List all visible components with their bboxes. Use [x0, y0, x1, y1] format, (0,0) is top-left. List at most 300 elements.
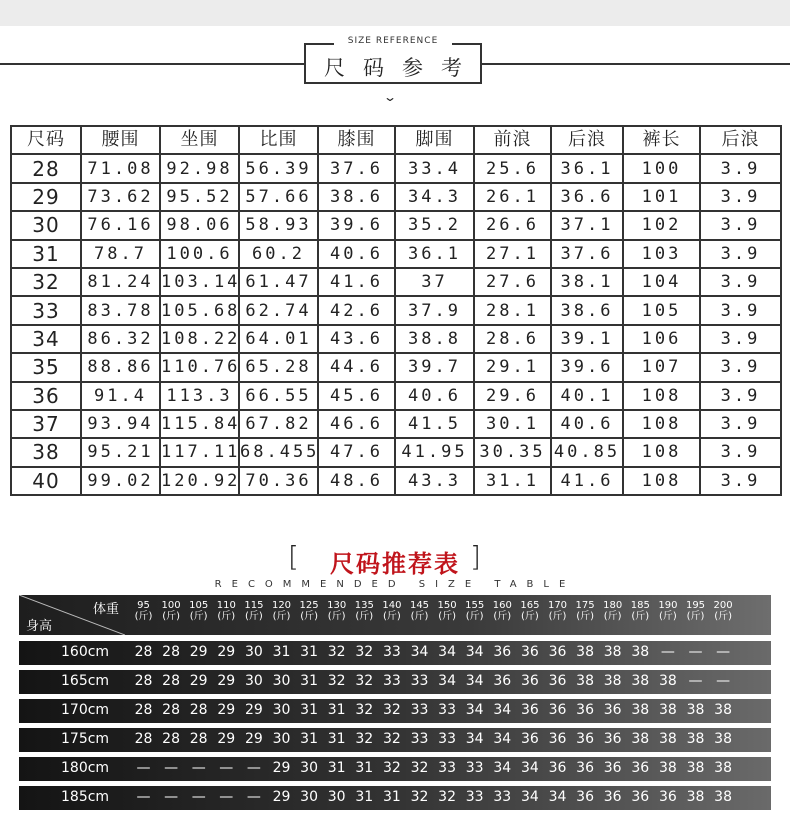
recommended-size-cell: 36 — [603, 731, 622, 747]
recommended-size-cell: 34 — [493, 731, 512, 747]
measurement-cell: 3.9 — [700, 296, 781, 324]
recommended-size-cell: — — [716, 644, 731, 660]
recommended-size-cell: 33 — [410, 731, 429, 747]
measurement-cell: 98.06 — [160, 211, 239, 239]
recommended-size-cell: 33 — [438, 731, 456, 747]
weight-column-header: 105 (斤) — [189, 600, 209, 622]
recommended-size-cell: 38 — [576, 644, 594, 660]
recommended-size-cell: 29 — [217, 644, 236, 660]
measurement-cell: 115.84 — [160, 410, 239, 438]
recommended-size-cell: 36 — [576, 731, 594, 747]
size-reference-table — [10, 125, 782, 496]
top-banner-strip — [0, 0, 790, 26]
measurement-cell: 100.6 — [160, 240, 239, 268]
recommended-size-cell: 36 — [576, 760, 594, 776]
measurement-cell: 25.6 — [474, 154, 551, 182]
recommended-size-cell: — — [164, 760, 179, 776]
measurement-cell: 106 — [623, 325, 700, 353]
measurement-cell: 108 — [623, 438, 700, 466]
measurement-cell: 3.9 — [700, 325, 781, 353]
recommended-size-cell: 32 — [355, 644, 374, 660]
recommended-size-cell: 29 — [244, 702, 263, 718]
measurement-cell: 47.6 — [318, 438, 395, 466]
measurement-cell: 37.6 — [318, 154, 395, 182]
recommended-size-cell: 28 — [162, 731, 180, 747]
measurement-cell: 113.3 — [160, 382, 239, 410]
measurement-cell: 3.9 — [700, 154, 781, 182]
measurement-cell: 108 — [623, 382, 700, 410]
measurement-cell: 42.6 — [318, 296, 395, 324]
measurement-cell: 3.9 — [700, 268, 781, 296]
size-table-row — [11, 467, 781, 495]
recommended-size-cell: 38 — [686, 760, 705, 776]
weight-column-header: 195 (斤) — [685, 600, 706, 622]
measurement-cell: 29.6 — [474, 382, 551, 410]
measurement-cell: 3.9 — [700, 438, 781, 466]
weight-column-header: 160 (斤) — [492, 600, 512, 622]
chevron-down-icon: ⌄ — [382, 90, 398, 104]
weight-column-header: 135 (斤) — [354, 600, 374, 622]
measurement-cell: 108.22 — [160, 325, 239, 353]
weight-column-header: 145 (斤) — [409, 600, 430, 622]
recommended-size-cell: 36 — [520, 673, 539, 689]
recommended-size-cell: 38 — [631, 731, 650, 747]
measurement-cell: 67.82 — [239, 410, 318, 438]
recommended-size-cell: 29 — [217, 673, 236, 689]
recommended-size-cell: 32 — [355, 731, 374, 747]
recommended-size-cell: 32 — [355, 673, 374, 689]
recommended-size-cell: 28 — [134, 731, 153, 747]
measurement-cell: 88.86 — [81, 353, 160, 381]
recommended-size-cell: 38 — [658, 702, 677, 718]
recommended-size-cell: 38 — [714, 702, 732, 718]
recommended-size-cell: 38 — [658, 731, 677, 747]
recommended-size-cell: 30 — [300, 789, 318, 805]
measurement-cell: 41.5 — [395, 410, 474, 438]
recommended-size-cell: 36 — [493, 644, 512, 660]
recommended-size-cell: 38 — [658, 673, 677, 689]
recommended-size-cell: 29 — [272, 760, 291, 776]
measurement-cell: 3.9 — [700, 382, 781, 410]
size-table-header-cell: 后浪 — [700, 126, 781, 154]
measurement-cell: 37 — [395, 268, 474, 296]
recommended-size-cell: 38 — [714, 760, 732, 776]
measurement-cell: 26.1 — [474, 183, 551, 211]
size-table-header-cell: 脚围 — [395, 126, 474, 154]
measurement-cell: 3.9 — [700, 353, 781, 381]
size-cell: 36 — [11, 382, 81, 410]
recommended-size-cell: 36 — [520, 731, 539, 747]
measurement-cell: 41.6 — [318, 268, 395, 296]
measurement-cell: 36.1 — [551, 154, 623, 182]
measurement-cell: 37.6 — [551, 240, 623, 268]
recommended-size-cell: — — [716, 673, 731, 689]
recommended-size-cell: 32 — [382, 731, 401, 747]
recommended-size-cell: 28 — [162, 673, 180, 689]
measurement-cell: 48.6 — [318, 467, 395, 495]
recommended-size-cell: 38 — [576, 673, 594, 689]
recommended-size-cell: 33 — [438, 760, 456, 776]
header-rule-right — [482, 63, 790, 65]
height-cell: 165cm — [61, 673, 110, 689]
measurement-cell: 70.36 — [239, 467, 318, 495]
recommended-size-cell: 28 — [162, 702, 180, 718]
height-cell: 160cm — [61, 644, 110, 660]
recommended-size-cell: 31 — [327, 760, 346, 776]
measurement-cell: 39.6 — [551, 353, 623, 381]
recommended-size-cell: 30 — [272, 702, 291, 718]
measurement-cell: 39.1 — [551, 325, 623, 353]
measurement-cell: 38.8 — [395, 325, 474, 353]
measurement-cell: 95.52 — [160, 183, 239, 211]
recommended-size-cell: — — [191, 760, 206, 776]
recommended-size-cell: 31 — [382, 789, 401, 805]
recommended-size-cell: 32 — [327, 644, 346, 660]
measurement-cell: 44.6 — [318, 353, 395, 381]
measurement-cell: 78.7 — [81, 240, 160, 268]
weight-column-header: 130 (斤) — [327, 600, 347, 622]
size-table-header-cell: 腰围 — [81, 126, 160, 154]
size-cell: 40 — [11, 467, 81, 495]
height-cell: 175cm — [61, 731, 110, 747]
measurement-cell: 62.74 — [239, 296, 318, 324]
recommended-size-cell: — — [136, 789, 151, 805]
size-table-header-cell: 尺码 — [11, 126, 81, 154]
bracket-right: ] — [470, 540, 481, 573]
measurement-cell: 40.85 — [551, 438, 623, 466]
measurement-cell: 108 — [623, 467, 700, 495]
measurement-cell: 27.6 — [474, 268, 551, 296]
size-table-row — [11, 353, 781, 381]
recommended-size-cell: 36 — [658, 789, 677, 805]
weight-column-header: 115 (斤) — [244, 600, 264, 622]
measurement-cell: 33.4 — [395, 154, 474, 182]
recommended-size-cell: 38 — [686, 702, 705, 718]
size-cell: 35 — [11, 353, 81, 381]
size-table-row — [11, 296, 781, 324]
weight-column-header: 190 (斤) — [658, 600, 678, 622]
size-cell: 28 — [11, 154, 81, 182]
measurement-cell: 120.92 — [160, 467, 239, 495]
size-table-row — [11, 211, 781, 239]
recommended-size-cell: 38 — [686, 789, 705, 805]
measurement-cell: 103.14 — [160, 268, 239, 296]
recommended-size-cell: 31 — [300, 673, 318, 689]
measurement-cell: 40.6 — [395, 382, 474, 410]
measurement-cell: 107 — [623, 353, 700, 381]
size-table-header-cell: 后浪 — [551, 126, 623, 154]
weight-column-header: 120 (斤) — [271, 600, 292, 622]
weight-column-header: 180 (斤) — [603, 600, 623, 622]
size-table-row — [11, 438, 781, 466]
recommended-size-cell: 30 — [272, 731, 291, 747]
recommended-size-cell: — — [219, 760, 234, 776]
measurement-cell: 65.28 — [239, 353, 318, 381]
size-cell: 31 — [11, 240, 81, 268]
recommended-size-cell: 30 — [244, 673, 263, 689]
recommended-size-cell: 38 — [603, 673, 622, 689]
recommended-size-cell: 32 — [327, 673, 346, 689]
measurement-cell: 36.1 — [395, 240, 474, 268]
size-table-header-cell: 膝围 — [318, 126, 395, 154]
recommended-size-cell: 29 — [217, 702, 236, 718]
recommended-size-cell: 30 — [300, 760, 318, 776]
recommended-size-cell: 32 — [382, 702, 401, 718]
measurement-cell: 99.02 — [81, 467, 160, 495]
weight-column-header: 165 (斤) — [520, 600, 540, 622]
measurement-cell: 43.6 — [318, 325, 395, 353]
measurement-cell: 28.1 — [474, 296, 551, 324]
recommended-size-cell: 36 — [548, 760, 567, 776]
measurement-cell: 76.16 — [81, 211, 160, 239]
measurement-cell: 45.6 — [318, 382, 395, 410]
recommend-row — [19, 757, 771, 781]
measurement-cell: 39.6 — [318, 211, 395, 239]
measurement-cell: 30.1 — [474, 410, 551, 438]
recommended-size-cell: 36 — [603, 789, 622, 805]
measurement-cell: 31.1 — [474, 467, 551, 495]
recommend-subtitle: RECOMMENDED SIZE TABLE — [214, 579, 576, 590]
size-table-row — [11, 382, 781, 410]
measurement-cell: 100 — [623, 154, 700, 182]
measurement-cell: 81.24 — [81, 268, 160, 296]
weight-column-header: 125 (斤) — [299, 600, 319, 622]
recommended-size-cell: 38 — [714, 789, 732, 805]
measurement-cell: 108 — [623, 410, 700, 438]
size-table-row — [11, 240, 781, 268]
measurement-cell: 37.9 — [395, 296, 474, 324]
measurement-cell: 43.3 — [395, 467, 474, 495]
measurement-cell: 38.1 — [551, 268, 623, 296]
measurement-cell: 3.9 — [700, 240, 781, 268]
measurement-cell: 40.6 — [551, 410, 623, 438]
recommended-size-cell: 36 — [520, 644, 539, 660]
measurement-cell: 35.2 — [395, 211, 474, 239]
recommended-size-cell: — — [191, 789, 206, 805]
recommended-size-cell: 36 — [548, 673, 567, 689]
measurement-cell: 40.1 — [551, 382, 623, 410]
header-rule-left — [0, 63, 304, 65]
recommended-size-cell: 33 — [438, 702, 456, 718]
recommend-row — [19, 786, 771, 810]
recommended-size-cell: 38 — [631, 644, 650, 660]
measurement-cell: 71.08 — [81, 154, 160, 182]
header-subtitle: SIZE REFERENCE — [304, 36, 482, 46]
recommended-size-cell: 32 — [382, 760, 401, 776]
height-cell: 185cm — [61, 789, 110, 805]
recommended-size-cell: 31 — [355, 789, 374, 805]
recommended-size-cell: 34 — [465, 702, 484, 718]
weight-column-header: 155 (斤) — [465, 600, 485, 622]
bracket-left: [ — [288, 540, 299, 573]
recommended-size-cell: 32 — [410, 760, 429, 776]
size-table-row — [11, 268, 781, 296]
measurement-cell: 28.6 — [474, 325, 551, 353]
recommend-row — [19, 641, 771, 665]
recommended-size-cell: 36 — [603, 702, 622, 718]
recommended-size-cell: 31 — [300, 702, 318, 718]
measurement-cell: 95.21 — [81, 438, 160, 466]
recommended-size-cell: 36 — [548, 644, 567, 660]
measurement-cell: 34.3 — [395, 183, 474, 211]
measurement-cell: 105.68 — [160, 296, 239, 324]
recommended-size-cell: 38 — [686, 731, 705, 747]
recommended-size-cell: — — [246, 760, 261, 776]
weight-label: 体重 — [93, 602, 120, 617]
recommended-size-cell: — — [219, 789, 234, 805]
measurement-cell: 46.6 — [318, 410, 395, 438]
measurement-cell: 93.94 — [81, 410, 160, 438]
recommended-size-cell: — — [164, 789, 179, 805]
measurement-cell: 29.1 — [474, 353, 551, 381]
weight-column-header: 200 (斤) — [713, 600, 733, 622]
recommended-size-cell: 36 — [631, 760, 650, 776]
size-cell: 38 — [11, 438, 81, 466]
measurement-cell: 117.11 — [160, 438, 239, 466]
recommended-size-cell: 31 — [327, 702, 346, 718]
recommended-size-cell: — — [688, 644, 703, 660]
weight-column-header: 175 (斤) — [575, 600, 595, 622]
recommended-size-cell: 34 — [520, 760, 539, 776]
recommended-size-cell: 30 — [272, 673, 291, 689]
measurement-cell: 39.7 — [395, 353, 474, 381]
recommended-size-cell: — — [246, 789, 261, 805]
size-table-header-cell: 比围 — [239, 126, 318, 154]
weight-column-header: 150 (斤) — [437, 600, 457, 622]
measurement-cell: 3.9 — [700, 410, 781, 438]
measurement-cell: 103 — [623, 240, 700, 268]
recommended-size-cell: 29 — [189, 673, 208, 689]
recommended-size-cell: 28 — [162, 644, 180, 660]
recommended-size-cell: 29 — [217, 731, 236, 747]
recommended-size-cell: 32 — [355, 702, 374, 718]
recommended-size-cell: 28 — [134, 644, 153, 660]
measurement-cell: 66.55 — [239, 382, 318, 410]
measurement-cell: 37.1 — [551, 211, 623, 239]
measurement-cell: 60.2 — [239, 240, 318, 268]
recommended-size-cell: 38 — [658, 760, 677, 776]
recommended-size-cell: — — [660, 644, 675, 660]
size-table-header-cell: 前浪 — [474, 126, 551, 154]
recommended-size-cell: 32 — [410, 789, 429, 805]
height-label: 身高 — [26, 619, 53, 634]
recommended-size-cell: 34 — [465, 673, 484, 689]
measurement-cell: 38.6 — [551, 296, 623, 324]
recommended-size-cell: 38 — [714, 731, 732, 747]
measurement-cell: 105 — [623, 296, 700, 324]
weight-column-header: 170 (斤) — [547, 600, 568, 622]
recommended-size-cell: 38 — [631, 702, 650, 718]
recommended-size-cell: 33 — [382, 673, 401, 689]
measurement-cell: 26.6 — [474, 211, 551, 239]
measurement-cell: 110.76 — [160, 353, 239, 381]
measurement-cell: 73.62 — [81, 183, 160, 211]
weight-column-header: 95 (斤) — [134, 600, 153, 622]
size-table-row — [11, 154, 781, 182]
recommended-size-cell: 34 — [520, 789, 539, 805]
measurement-cell: 30.35 — [474, 438, 551, 466]
recommended-size-cell: 31 — [300, 731, 318, 747]
recommend-title: 尺码推荐表 — [330, 550, 460, 578]
recommended-size-cell: 34 — [493, 702, 512, 718]
recommended-size-cell: 36 — [493, 673, 512, 689]
height-cell: 170cm — [61, 702, 110, 718]
size-cell: 30 — [11, 211, 81, 239]
measurement-cell: 3.9 — [700, 467, 781, 495]
recommended-size-cell: 33 — [382, 644, 401, 660]
measurement-cell: 64.01 — [239, 325, 318, 353]
measurement-cell: 68.455 — [239, 438, 318, 466]
size-cell: 29 — [11, 183, 81, 211]
recommended-size-cell: 34 — [548, 789, 567, 805]
measurement-cell: 40.6 — [318, 240, 395, 268]
recommended-size-cell: 31 — [272, 644, 291, 660]
measurement-cell: 3.9 — [700, 183, 781, 211]
size-table-row — [11, 410, 781, 438]
size-cell: 34 — [11, 325, 81, 353]
size-table-header-cell: 裤长 — [623, 126, 700, 154]
recommended-size-cell: 38 — [603, 644, 622, 660]
recommended-size-cell: 33 — [493, 789, 512, 805]
measurement-cell: 91.4 — [81, 382, 160, 410]
recommended-size-cell: 34 — [465, 731, 484, 747]
recommended-size-cell: 33 — [465, 789, 484, 805]
recommended-size-cell: 33 — [465, 760, 484, 776]
size-cell: 33 — [11, 296, 81, 324]
recommend-row — [19, 670, 771, 694]
measurement-cell: 102 — [623, 211, 700, 239]
recommended-size-cell: 36 — [576, 702, 594, 718]
recommended-size-cell: 28 — [189, 731, 208, 747]
recommended-size-cell: 38 — [631, 673, 650, 689]
measurement-cell: 27.1 — [474, 240, 551, 268]
size-cell: 37 — [11, 410, 81, 438]
recommended-size-cell: 34 — [493, 760, 512, 776]
recommended-size-cell: 29 — [244, 731, 263, 747]
measurement-cell: 41.6 — [551, 467, 623, 495]
recommended-size-cell: 30 — [244, 644, 263, 660]
recommended-size-cell: 33 — [410, 673, 429, 689]
measurement-cell: 92.98 — [160, 154, 239, 182]
recommended-size-cell: 36 — [631, 789, 650, 805]
recommended-size-cell: 31 — [355, 760, 374, 776]
recommended-size-cell: 36 — [520, 702, 539, 718]
measurement-cell: 57.66 — [239, 183, 318, 211]
recommended-size-cell: 29 — [189, 644, 208, 660]
size-table-header-row — [11, 126, 781, 154]
height-cell: 180cm — [61, 760, 110, 776]
size-table-row — [11, 183, 781, 211]
size-table-row — [11, 325, 781, 353]
recommended-size-cell: 36 — [603, 760, 622, 776]
recommended-size-cell: — — [136, 760, 151, 776]
size-table-header-cell: 坐围 — [160, 126, 239, 154]
recommended-size-cell: 34 — [465, 644, 484, 660]
weight-column-header: 100 (斤) — [161, 600, 181, 622]
measurement-cell: 58.93 — [239, 211, 318, 239]
measurement-cell: 36.6 — [551, 183, 623, 211]
recommended-size-cell: 31 — [327, 731, 346, 747]
measurement-cell: 83.78 — [81, 296, 160, 324]
measurement-cell: 104 — [623, 268, 700, 296]
measurement-cell: 41.95 — [395, 438, 474, 466]
recommend-row — [19, 699, 771, 723]
recommended-size-cell: 28 — [134, 702, 153, 718]
weight-column-header: 185 (斤) — [630, 600, 650, 622]
recommended-size-cell: 34 — [438, 644, 456, 660]
measurement-cell: 86.32 — [81, 325, 160, 353]
measurement-cell: 56.39 — [239, 154, 318, 182]
